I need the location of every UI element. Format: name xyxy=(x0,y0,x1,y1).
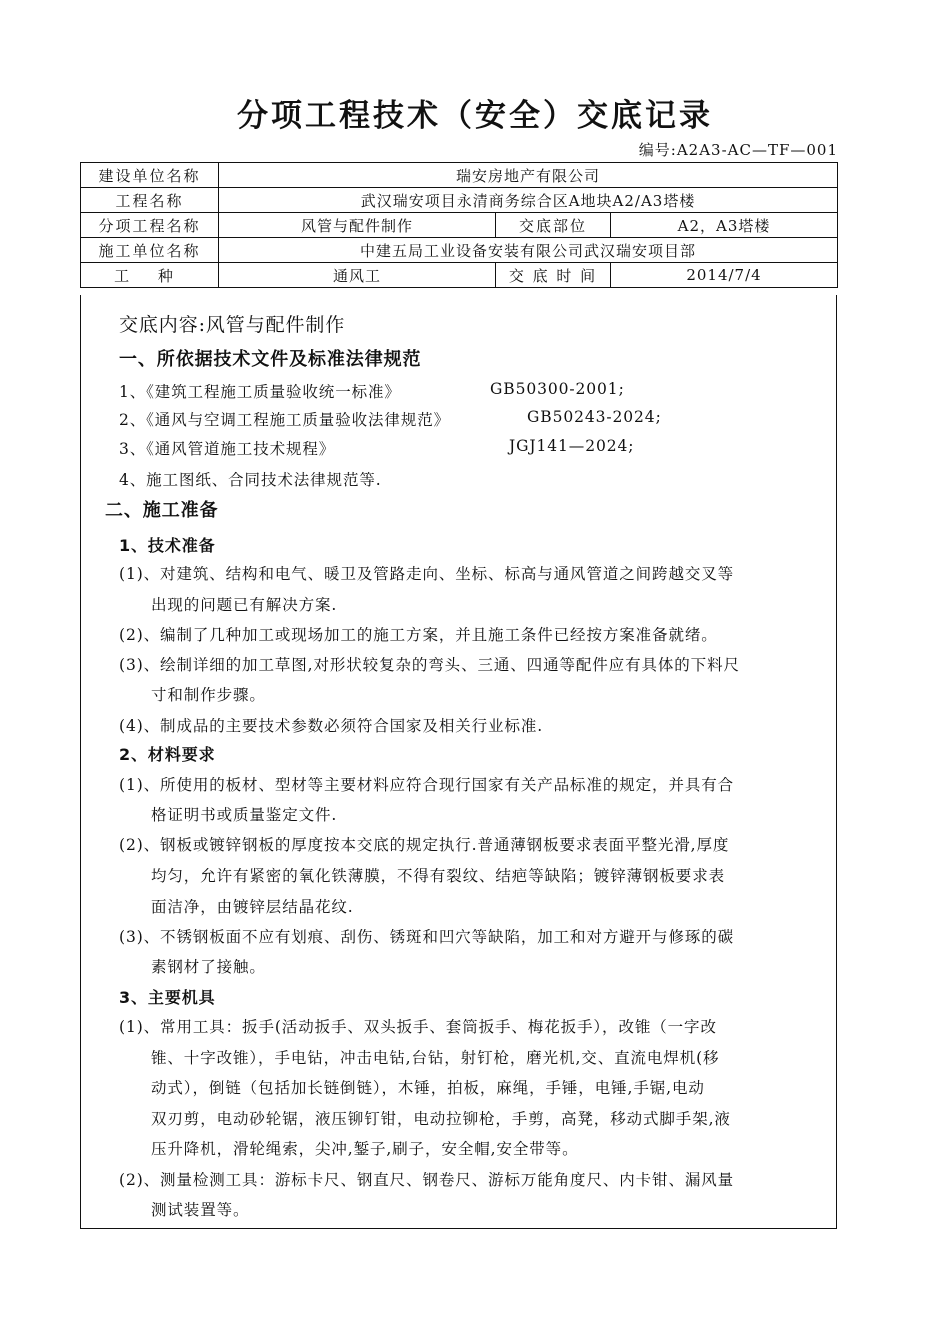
paragraph-line: 双刃剪，电动砂轮锯，液压铆钉钳，电动拉铆枪，手剪，高凳，移动式脚手架,液 xyxy=(151,1110,731,1128)
subproject-label: 分项工程名称 xyxy=(81,213,219,238)
date-value: 2014/7/4 xyxy=(611,263,838,288)
paragraph-line: 锥、十字改锥），手电钻，冲击电钻,台钻，射钉枪，磨光机,交、直流电焊机(移 xyxy=(151,1049,720,1067)
row-construction-unit xyxy=(81,163,838,188)
paragraph-line: 素钢材了接触。 xyxy=(151,958,266,976)
document-number: 编号:A2A3-AC—TF—001 xyxy=(638,141,838,159)
reference-code: GB50243-2024; xyxy=(527,408,662,426)
paragraph-line: (1)、所使用的板材、型材等主要材料应符合现行国家有关产品标准的规定，并具有合 xyxy=(119,776,735,794)
reference-name: 2、《通风与空调工程施工质量验收法律规范》 xyxy=(119,411,451,429)
part-label: 交底部位 xyxy=(496,213,611,238)
reference-item-4: 4、施工图纸、合同技术法律规范等. xyxy=(119,471,382,489)
paragraph-line: 出现的问题已有解决方案. xyxy=(151,596,338,614)
paragraph-line: (3)、不锈钢板面不应有划痕、刮伤、锈斑和凹穴等缺陷，加工和对方避开与修琢的碳 xyxy=(119,928,735,946)
project-name-label: 工程名称 xyxy=(81,188,219,213)
paragraph-line: (4)、制成品的主要技术参数必须符合国家及相关行业标准. xyxy=(119,717,544,735)
paragraph-line: (2)、编制了几种加工或现场加工的施工方案，并且施工条件已经按方案准备就绪。 xyxy=(119,626,718,644)
construction-unit-value: 瑞安房地产有限公司 xyxy=(219,163,838,188)
header-table xyxy=(80,162,838,288)
trade-value: 通风工 xyxy=(219,263,496,288)
paragraph-line: 压升降机，滑轮绳索，尖冲,錾子,刷子，安全帽,安全带等。 xyxy=(151,1140,579,1158)
reference-code: JGJ141—2024; xyxy=(509,437,635,455)
subsection-3-heading: 3、主要机具 xyxy=(119,988,216,1007)
part-value: A2，A3塔楼 xyxy=(611,213,838,238)
reference-name: 3、《通风管道施工技术规程》 xyxy=(119,440,336,458)
row-project-name xyxy=(81,188,838,213)
subsection-2-heading: 2、材料要求 xyxy=(119,745,216,764)
paragraph-line: (1)、对建筑、结构和电气、暖卫及管路走向、坐标、标高与通风管道之间跨越交叉等 xyxy=(119,565,735,583)
paragraph-line: 寸和制作步骤。 xyxy=(151,686,266,704)
construction-unit-label: 建设单位名称 xyxy=(81,163,219,188)
paragraph-line: 动式），倒链（包括加长链倒链），木锤，拍板，麻绳，手锤，电锤,手锯,电动 xyxy=(151,1079,705,1097)
subproject-value: 风管与配件制作 xyxy=(219,213,496,238)
reference-name: 1、《建筑工程施工质量验收统一标准》 xyxy=(119,383,401,401)
section-2-heading: 二、施工准备 xyxy=(105,500,219,521)
section-1-heading: 一、所依据技术文件及标准法律规范 xyxy=(119,349,422,370)
paragraph-line: (2)、钢板或镀锌钢板的厚度按本交底的规定执行.普通薄钢板要求表面平整光滑,厚度 xyxy=(119,836,730,854)
row-subproject xyxy=(81,213,838,238)
trade-label: 工 种 xyxy=(81,263,219,288)
paragraph-line: 格证明书或质量鉴定文件. xyxy=(151,806,338,824)
content-intro: 交底内容:风管与配件制作 xyxy=(119,314,346,336)
content-box xyxy=(80,295,837,1229)
project-name-value: 武汉瑞安项目永清商务综合区A地块A2/A3塔楼 xyxy=(219,188,838,213)
date-label: 交 底 时 间 xyxy=(496,263,611,288)
paragraph-line: (2)、测量检测工具：游标卡尺、钢直尺、钢卷尺、游标万能角度尺、内卡钳、漏风量 xyxy=(119,1171,735,1189)
paragraph-line: 均匀，允许有紧密的氧化铁薄膜，不得有裂纹、结疤等缺陷；镀锌薄钢板要求表 xyxy=(151,867,726,885)
contractor-value: 中建五局工业设备安装有限公司武汉瑞安项目部 xyxy=(219,238,838,263)
contractor-label: 施工单位名称 xyxy=(81,238,219,263)
paragraph-line: 测试装置等。 xyxy=(151,1201,250,1219)
subsection-1-heading: 1、技术准备 xyxy=(119,536,216,555)
document-title: 分项工程技术（安全）交底记录 xyxy=(237,98,713,134)
row-trade xyxy=(81,263,838,288)
paragraph-line: (1)、常用工具：扳手(活动扳手、双头扳手、套筒扳手、梅花扳手），改锥（一字改 xyxy=(119,1018,717,1036)
reference-code: GB50300-2001; xyxy=(490,380,625,398)
row-contractor xyxy=(81,238,838,263)
paragraph-line: (3)、绘制详细的加工草图,对形状较复杂的弯头、三通、四通等配件应有具体的下料尺 xyxy=(119,656,740,674)
paragraph-line: 面洁净，由镀锌层结晶花纹. xyxy=(151,898,354,916)
